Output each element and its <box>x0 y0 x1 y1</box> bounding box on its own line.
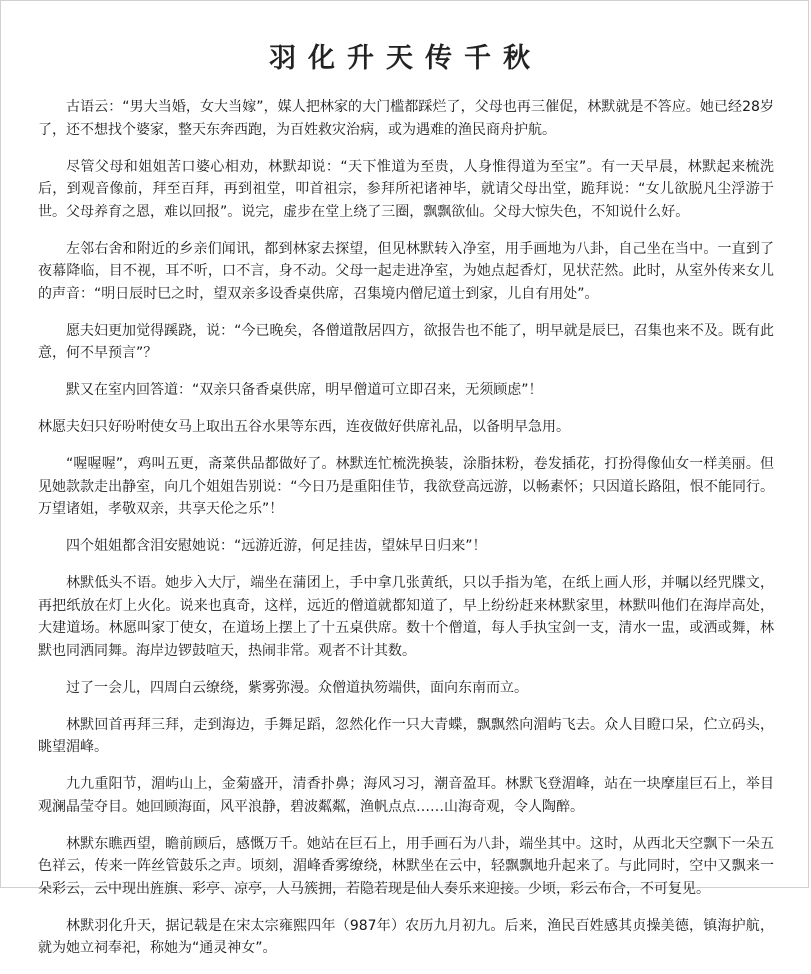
paragraph: 林默羽化升天，据记载是在宋太宗雍熙四年（987年）农历九月初九。后来，渔民百姓感其贞操美德，镇海护航，就为她立祠奉祀，称她为“通灵神女”。 <box>38 917 774 956</box>
paragraph: 林愿夫妇只好吩咐使女马上取出五谷水果等东西，连夜做好供席礼品，以备明早急用。 <box>38 419 570 435</box>
paragraph: “喔喔喔”，鸡叫五更，斋菜供品都做好了。林默连忙梳洗换装，涂脂抹粉，卷发插花，打扮得像仙女一样美丽。但见她款款走出静室，向几个姐姐告别说：“今日乃是重阳佳节，我欲登高远游，以畅素怀；只因道长路阻，恨不能同行。万望诸姐，孝敬双亲，共享天伦之乐”！ <box>38 456 774 517</box>
paragraph: 四个姐姐都含泪安慰她说：“远游近游，何足挂齿，望妹早日归来”！ <box>66 538 487 554</box>
paragraph: 古语云：“男大当婚，女大当嫁”，媒人把林家的大门槛都踩烂了，父母也再三催促，林默就是不答应。她已经28岁了，还不想找个婆家，整天东奔西跑，为百姓救灾治病，或为遇难的渔民商舟护航。 <box>38 99 774 138</box>
page-title: 羽化升天传千秋 <box>269 43 542 74</box>
paragraph: 左邻右舍和附近的乡亲们闻讯，都到林家去探望，但见林默转入净室，用手画地为八卦，自己坐在当中。一直到了夜幕降临，目不视，耳不听，口不言，身不动。父母一起走进净室，为她点起香灯，见状茫然。此时，从室外传来女儿的声音：“明日辰时巳之时，望双亲多设香桌供席，召集境内僧尼道士到家，儿自有用处”。 <box>38 240 774 302</box>
paragraph: 林默回首再拜三拜，走到海边，手舞足蹈，忽然化作一只大青蝶，飘飘然向湄屿飞去。众人目瞪口呆，伫立码头，眺望湄峰。 <box>38 716 774 755</box>
paragraph: 九九重阳节，湄屿山上，金菊盛开，清香扑鼻；海风习习，潮音盈耳。林默飞登湄峰，站在一块摩崖巨石上，举目观澜晶莹夺目。她回顾海面，风平浪静，碧波粼粼，渔帆点点……山海奇观，令人陶醉。 <box>38 776 774 815</box>
paragraph: 愿夫妇更加觉得蹊跷，说：“今已晚矣，各僧道散居四方，欲报告也不能了，明早就是辰巳，召集也来不及。既有此意，何不早预言”？ <box>38 322 774 361</box>
paragraph: 林默东瞧西望，瞻前顾后，感慨万千。她站在巨石上，用手画石为八卦，端坐其中。这时，从西北天空飘下一朵五色祥云，传来一阵丝管鼓乐之声。顷刻，湄峰香雾缭绕，林默坐在云中，轻飘飘地升起来了。与此同时，空中又飘来一朵彩云，云中现出旌旗、彩亭、凉亭，人马簇拥，若隐若现是仙人奏乐来迎接。少顷，彩云布合，不可复见。 <box>38 835 774 897</box>
paragraph: 林默低头不语。她步入大厅，端坐在蒲团上，手中拿几张黄纸，只以手指为笔，在纸上画人形，并嘱以经咒牒文，再把纸放在灯上火化。说来也真奇，这样，远近的僧道就都知道了，早上纷纷赶来林默家里，林默叫他们在海岸高处，大建道场。林愿叫家丁使女，在道场上摆上了十五桌供席。数十个僧道，每人手执宝剑一支，清水一盅，或洒或舞，林默也同洒同舞。海岸边锣鼓喧天，热闹非常。观者不计其数。 <box>38 575 774 659</box>
paragraph: 过了一会儿，四周白云缭绕，紫雾弥漫。众僧道执笏端供，面向东南而立。 <box>66 679 528 696</box>
article-body <box>38 96 774 974</box>
paragraph: 默又在室内回答道：“双亲只备香桌供席，明早僧道可立即召来，无须顾虑”！ <box>66 382 543 398</box>
paragraph: 尽管父母和姐姐苦口婆心相劝，林默却说：“天下惟道为至贵，人身惟得道为至宝”。有一天早晨，林默起来梳洗后，到观音像前，拜至百拜，再到祖堂，叩首祖宗，参拜所祀诸神毕，就请父母出堂，跪拜说：“女儿欲脱凡尘浮游于世。父母养育之恩，难以回报”。说完，虚步在堂上绕了三圈，飘飘欲仙。父母大惊失色，不知说什么好。 <box>38 158 774 220</box>
